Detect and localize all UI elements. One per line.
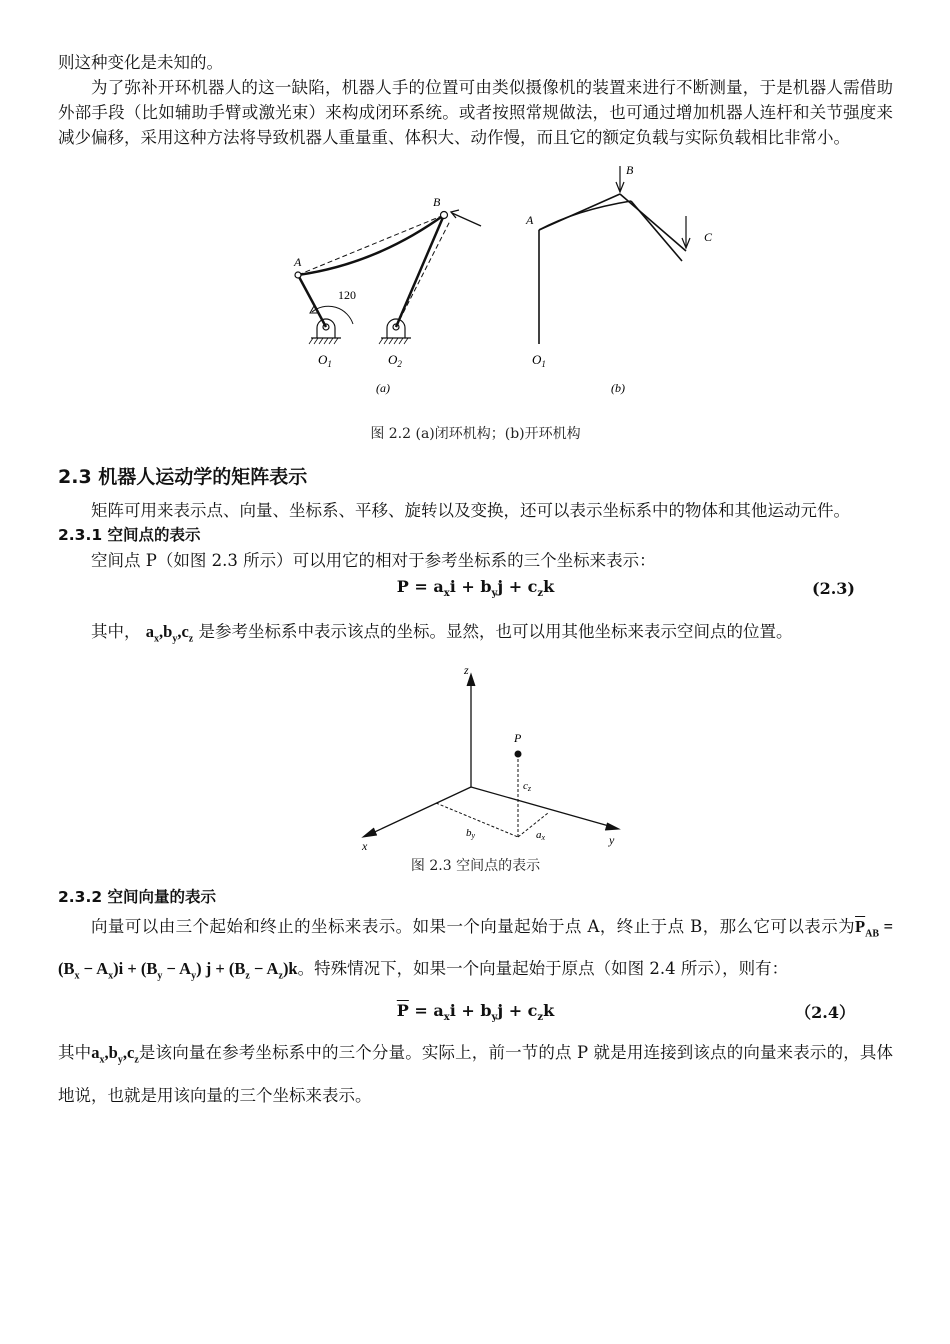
paragraph-1: 则这种变化是未知的。 <box>58 53 223 72</box>
fig22-label-B: B <box>432 195 440 209</box>
point-p <box>514 751 521 758</box>
cz-label: cz <box>522 780 531 794</box>
section-2-3-2-text: 向量可以由三个起始和终止的坐标来表示。如果一个向量起始于点 A，终止于点 B，那么它可以表示为$\overline{P}_{AB} = (B_x - A_x)i + (B_y - A_y) j + (B_z - A_z)k$。特殊情况下，如果一个向量起始于原点（如图 2.4 所示），则有： <box>58 917 893 981</box>
fig22b-label-o1: $O_1$ <box>531 352 546 369</box>
fig22b-label-A: A <box>525 213 533 227</box>
ax-label: ax <box>535 829 545 843</box>
axis-z-label: z <box>463 663 469 678</box>
axis-y-label: y <box>608 833 614 848</box>
section-2-3-2-title: 2.3.2 空间向量的表示 <box>58 888 217 907</box>
section-2-3-1-text: 空间点 P（如图 2.3 所示）可以用它的相对于参考坐标系的三个坐标来表示： <box>91 551 656 570</box>
fig22-label-o2: $O_2$ <box>387 352 402 369</box>
section-2-3-1-title: 2.3.1 空间点的表示 <box>58 526 201 544</box>
figure-2-3-caption: 图 2.3 空间点的表示 <box>410 858 541 875</box>
fig22b-label-C: C <box>703 230 712 244</box>
equation-2-4: $\overline{P} = a_xi + b_yj + c_zk$ （2.4） <box>396 1000 855 1023</box>
fig22b-label-B: B <box>625 166 633 177</box>
point-p-label: P <box>513 731 521 746</box>
paragraph-2: 为了弥补开环机器人的这一缺陷，机器人手的位置可由类似摄像机的装置来进行不断测量，于是机器人需借助外部手段（比如辅助手臂或激光束）来构成闭环系统。或者按照常规做法，也可通过增加机器人连杆和关节强度来减少偏移，采用这种方法将导致机器人重量重、体积大、动作慢，而且它的额定负载与实际负载相比非常小。 <box>58 78 893 147</box>
section-2-3-1-after: 其中， $a_x,b_y,c_z$ 是参考坐标系中表示该点的坐标。显然，也可以用其他坐标来表示空间点的位置。 <box>91 622 793 645</box>
section-2-3-title: 2.3 机器人运动学的矩阵表示 <box>58 466 308 488</box>
fig22-label-a: (a) <box>375 381 390 395</box>
equation-2-3-number: (2.3) <box>812 578 855 598</box>
fig22-label-o1: $O_1$ <box>317 352 332 369</box>
fig22-label-b: (b) <box>610 381 625 395</box>
fig22-label-A: A <box>293 255 301 269</box>
equation-2-3: $P = a_xi + b_yj + c_zk$ (2.3) <box>396 576 855 600</box>
open-loop-mechanism <box>539 166 690 344</box>
figure-2-3 <box>326 662 626 852</box>
equation-2-4-number: （2.4） <box>795 1003 855 1023</box>
section-2-3-intro: 矩阵可用来表示点、向量、坐标系、平移、旋转以及变换，还可以表示坐标系中的物体和其他运动元件。 <box>91 501 850 520</box>
section-2-3-2-after: 其中$a_x,b_y,c_z$是该向量在参考坐标系中的三个分量。实际上，前一节的点 P 就是用连接到该点的向量来表示的，具体地说，也就是用该向量的三个坐标来表示。 <box>58 1042 894 1106</box>
by-label: by <box>465 827 475 841</box>
figure-2-2 <box>226 166 726 416</box>
axis-x-label: x <box>361 839 367 853</box>
figure-2-2-caption: 图 2.2 (a)闭环机构；(b)开环机构 <box>370 426 581 442</box>
fig22-angle-label: 120 <box>337 288 356 302</box>
document-page <box>58 50 893 1114</box>
closed-loop-mechanism <box>295 210 481 344</box>
axes <box>363 674 619 837</box>
